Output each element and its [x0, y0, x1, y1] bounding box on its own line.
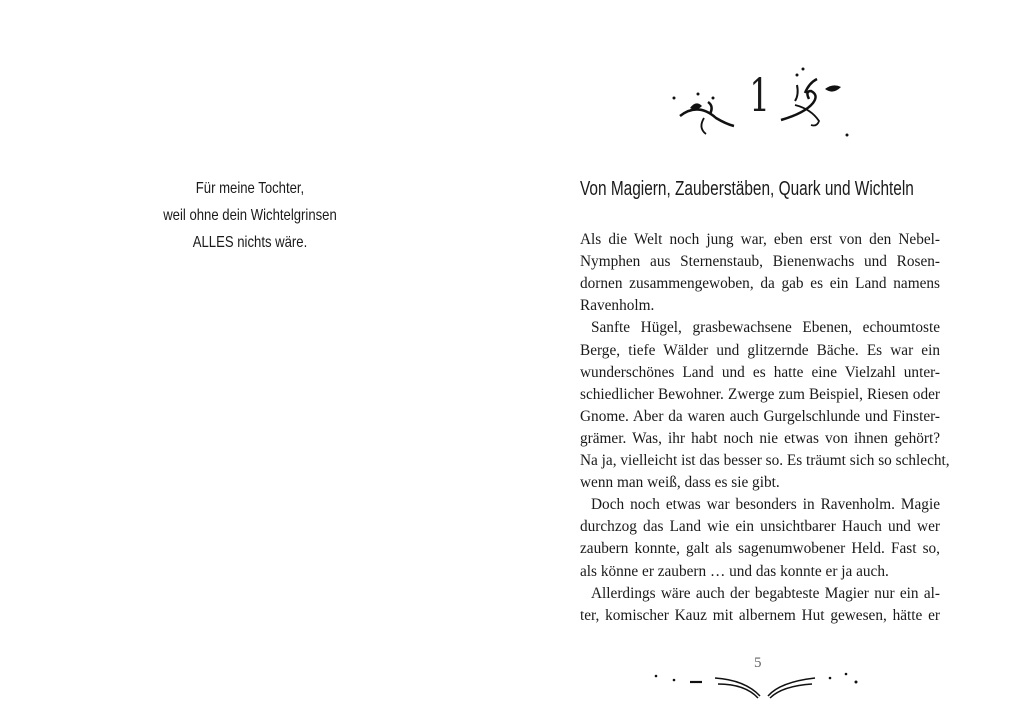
page-number: 5 — [754, 655, 762, 671]
body-line: Als die Welt noch jung war, eben erst von den Nebel- — [580, 231, 940, 248]
body-line: Nymphen aus Sternenstaub, Bienenwachs und Rosen- — [580, 253, 940, 271]
body-line: als könne er zaubern … und das konnte er ja auch. — [580, 562, 889, 580]
body-line: ter, komischer Kauz mit albernem Hut gewesen, hätte er — [580, 606, 940, 624]
body-line: schiedlicher Bewohner. Zwerge zum Beispiel, Riesen oder — [580, 385, 940, 403]
body-line: wunderschönes Land und es hatte eine Vielzahl unter- — [580, 363, 940, 381]
body-line: Berge, tiefe Wälder und glitzernde Bäche. Es war ein — [580, 341, 940, 359]
dedication-line: Für meine Tochter, — [195, 180, 305, 197]
ornament-right-icon — [775, 65, 855, 140]
footer-ornament-icon — [650, 668, 880, 700]
chapter-title: Von Magiern, Zauberstäben, Quark und Wichteln — [580, 178, 914, 200]
chapter-number: 1 — [749, 68, 770, 122]
body-line: grämer. Was, ihr habt noch nie etwas von ihnen gehört? — [580, 429, 940, 447]
dedication-line: ALLES nichts wäre. — [192, 234, 308, 251]
body-line: Doch noch etwas war besonders in Ravenholm. Magie — [591, 496, 940, 514]
body-line: durchzog das Land wie ein unsichtbarer Hauch und wer — [580, 518, 940, 536]
body-line: zaubern konnte, galt als sagenumwobener Held. Fast so, — [580, 540, 940, 558]
body-line: Na ja, vielleicht ist das besser so. Es träumt sich so schlecht, — [580, 452, 950, 469]
body-line: Gnome. Aber da waren auch Gurgelschlunde und Finster- — [580, 407, 940, 425]
body-line: Allerdings wäre auch der begabteste Magier nur ein al- — [591, 584, 940, 602]
body-line: dornen zusammengewoben, da gab es ein Land namens — [580, 275, 940, 293]
body-line: Sanfte Hügel, grasbewachsene Ebenen, echoumtoste — [591, 319, 940, 337]
ornament-left-icon — [668, 88, 748, 138]
dedication-line: weil ohne dein Wichtelgrinsen — [163, 207, 337, 224]
body-line: Ravenholm. — [580, 297, 655, 315]
body-line: wenn man weiß, dass es sie gibt. — [580, 474, 780, 492]
